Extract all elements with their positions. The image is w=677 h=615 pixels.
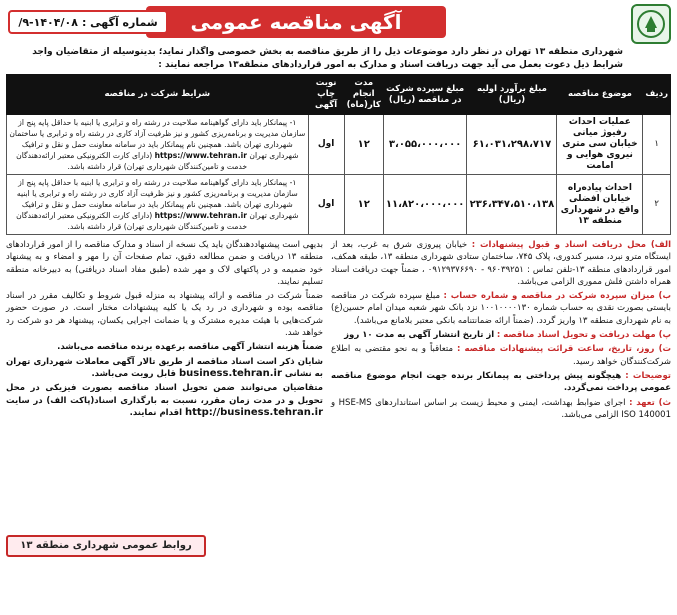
section-t-title: ت) روز، تاریخ، ساعت قرائت پیشنهادات مناقصه : — [456, 344, 672, 355]
cell-deposit: ۳،۰۵۵،۰۰۰،۰۰۰ — [383, 115, 467, 175]
notes-label: توضیحات : — [625, 370, 671, 381]
section-b-title: ب) میزان سپرده شرکت در مناقصه و شماره حساب : — [443, 291, 671, 302]
cell-conditions — [7, 115, 309, 175]
left-paragraph-4 — [6, 356, 323, 381]
public-relations-signature: روابط عمومی شهرداری منطقه ۱۳ — [6, 535, 206, 557]
col-deposit: مبلغ سپرده شرکت در مناقصه (ریال) — [383, 75, 467, 115]
notice-number-box — [8, 10, 168, 34]
left-paragraph-2: ضمناً شرکت در مناقصه و ارائه پیشنهاد به منزله قبول شروط و تکالیف مقرر در اسناد مناقصه بوده و شهرداری در رد یک یا کلیه پیشنهادات مختار است. در صورت حضور شرکت‌هایی با هیئت مدیره مشترک و یا ضمانت اجرایی یکسان، پیشنهاد هر دو شرکت رد خواهد شد. — [6, 291, 323, 339]
details-right-column — [331, 239, 671, 559]
notice-number-value: ۹-۱۴۰۴/۰۸/ — [18, 15, 78, 29]
table-row — [7, 175, 671, 235]
cell-estimate: ۲۳۶،۳۴۷،۵۱۰،۱۳۸ — [467, 175, 557, 235]
ad-details — [6, 239, 671, 559]
left-paragraph-5b: اقدام نمایند. — [129, 407, 182, 418]
ad-intro-text: شهرداری منطقه ۱۳ تهران در نظر دارد موضوعات ذیل را از طریق مناقصه به بخش خصوصی واگذار نماید؛ بدینوسیله از متقاضیان واجد شرایط ذیل دعوت بعمل می آید جهت دریافت اسناد و مدارک به امور قراردادهای منطقه۱۳ مراجعه نمایند : — [32, 47, 623, 70]
condition-link[interactable]: https://www.tehran.ir — [154, 211, 247, 220]
section-th — [331, 397, 671, 422]
tenders-table — [6, 74, 671, 235]
col-print: نوبت چاپ آگهی — [308, 75, 344, 115]
left-paragraph-5 — [6, 382, 323, 419]
col-conditions: شرایط شرکت در مناقصه — [7, 75, 309, 115]
table-header-row — [7, 75, 671, 115]
section-p — [331, 329, 671, 341]
cell-subject: احداث پیاده‌راه خیابان افضلی واقع در شهرداری منطقه ۱۳ — [557, 175, 643, 235]
section-t-text: متعاقباً و به نحو مقتضی به اطلاع شرکت‌کنندگان خواهد رسید. — [331, 344, 671, 367]
left-paragraph-3: ضمناً هزینه انتشار آگهی مناقصه برعهده برنده مناقصه می‌باشد. — [57, 342, 323, 353]
condition-text: ۱- پیمانکار باید دارای گواهینامه صلاحیت در رشته راه و ترابری یا ابنیه با حداقل پایه پنج از سازمان مدیریت و برنامه‌ریزی کشور و نیز ظرفیت آزاد کاری در رشته راه و ترابری یا ابنیه شهرداری تهران باشد. — [16, 178, 298, 209]
col-row: ردیف — [643, 75, 671, 115]
left-paragraph-5a: متقاضیان می‌توانند ضمن تحویل اسناد مناقصه بصورت فیزیکی در محل تحویل و در مدت زمان مقرر، نسبت به بارگذاری اسناد(پاکت الف) در سایت — [6, 383, 323, 406]
details-left-column — [6, 239, 323, 559]
cell-print: اول — [308, 175, 344, 235]
cell-duration: ۱۲ — [344, 175, 383, 235]
cell-conditions — [7, 175, 309, 235]
cell-subject: عملیات احداث رفیوژ میانی خیابان سی متری نیروی هوایی و امامت — [557, 115, 643, 175]
col-duration: مدت انجام کار(ماه) — [344, 75, 383, 115]
col-subject: موضوع مناقصه — [557, 75, 643, 115]
section-a-title: الف) محل دریافت اسناد و قبول پیشنهادات : — [471, 240, 672, 250]
cell-estimate: ۶۱،۰۳۱،۲۹۸،۷۱۷ — [467, 115, 557, 175]
section-t — [331, 343, 671, 368]
section-p-title: پ) مهلت دریافت و تحویل اسناد مناقصه : — [496, 330, 671, 341]
municipality-logo — [631, 4, 671, 44]
cell-print: اول — [308, 115, 344, 175]
business-portal-link[interactable]: business.tehran.ir — [178, 367, 282, 379]
condition-link[interactable]: https://www.tehran.ir — [154, 151, 247, 160]
ad-header — [6, 4, 671, 44]
section-a — [331, 239, 671, 288]
section-p-text: از تاریخ انتشار آگهی به مدت ۱۰ روز — [344, 330, 495, 341]
section-th-title: ث) تعهد : — [629, 397, 671, 408]
section-notes — [331, 370, 671, 395]
cell-row: ۱ — [643, 115, 671, 175]
notice-number-label: شماره آگهی : — [81, 15, 158, 29]
left-paragraph-4a: شایان ذکر است اسناد مناقصه از طریق تالار آگهی معاملات شهرداری تهران به نشانی — [6, 356, 323, 379]
condition-text: (دارای کارت الکترونیکی معتبر ارائه‌دهندگان خدمت و تامین‌کنندگان شهرداری تهران) قرار داشته باشد. — [16, 151, 248, 171]
business-upload-link[interactable]: http://business.tehran.ir — [184, 406, 323, 418]
left-paragraph-1: بدیهی است پیشنهاددهندگان باید یک نسخه از اسناد و مدارک مناقصه را از امور قراردادهای منطقه ۱۳ دریافت و ضمن مطالعه دقیق، تمام صفحات آن را مهر و امضاء و به پیشنهاد خود ضمیمه و در پاکتهای لاک و مهر شده (طبق مفاد اسناد دریافتی) به دبیرخانه منطقه تسلیم نمایند. — [6, 240, 323, 287]
left-paragraph-4b: قابل رویت می‌باشد. — [91, 368, 177, 379]
section-b — [331, 290, 671, 327]
cell-duration: ۱۲ — [344, 115, 383, 175]
condition-text: همچنین نام پیمانکار باید در سامانه معاونت حمل و نقل و ترافیک شهرداری تهران — [21, 140, 299, 160]
tehran-emblem-icon — [635, 8, 667, 40]
notes-text: هیچگونه پیش پرداختی به پیمانکار برنده جهت انجام موضوع مناقصه عمومی پرداخت نمی‌گردد. — [331, 370, 671, 394]
condition-text: همچنین نام پیمانکار باید در سامانه معاونت حمل و نقل و ترافیک شهرداری تهران — [21, 200, 299, 220]
ad-title-banner: آگهی مناقصه عمومی — [146, 6, 446, 38]
cell-row: ۲ — [643, 175, 671, 235]
section-a-text: خیابان پیروزی شرق به غرب، بعد از ایستگاه مترو نبرد، مسیر کندوری، پلاک ۷۴۵، ساختمان ستادی شهرداری منطقه ۱۳، طبقه همکف، امور قراردادهای منطقه ۱۳-تلفن تماس : ۹۶۰۳۹۲۵۱ - ۰۹۱۲۹۳۷۶۶۹۰ ، ضمناً جهت دریافت اسناد همراه داشتن فلش مموری الزامی می‌باشد. — [331, 240, 672, 287]
section-th-text: اجرای ضوابط بهداشت، ایمنی و محیط زیست بر اساس استانداردهای HSE-MS و ISO 140001 الزامی می‌باشد. — [331, 397, 671, 420]
table-row — [7, 115, 671, 175]
condition-text: (دارای کارت الکترونیکی معتبر ارائه‌دهندگان خدمت و تامین‌کنندگان شهرداری تهران) قرار داشته باشد. — [16, 211, 248, 231]
cell-deposit: ۱۱،۸۲۰،۰۰۰،۰۰۰ — [383, 175, 467, 235]
section-b-text: مبلغ سپرده شرکت در مناقصه بایستی بصورت نقدی به حساب شماره ۱۰۰۱۰۰۰۰۱۳۰ نزد بانک شهر شعبه میدان امام حسین(ع) به نام شهرداری منطقه ۱۳ واریز گردد. (ضمناً ارائه ضمانتنامه بانکی معتبر بلامانع می‌باشد). — [331, 291, 671, 326]
col-estimate: مبلغ برآورد اولیه (ریال) — [467, 75, 557, 115]
condition-text: ۱- پیمانکار باید دارای گواهینامه صلاحیت در رشته راه و ترابری یا ابنیه با حداقل پایه پنج از سازمان مدیریت و برنامه‌ریزی کشور و نیز ظرفیت آزاد کاری در رشته راه و ترابری یا ساختمان شهرداری تهران باشد. — [9, 118, 306, 149]
